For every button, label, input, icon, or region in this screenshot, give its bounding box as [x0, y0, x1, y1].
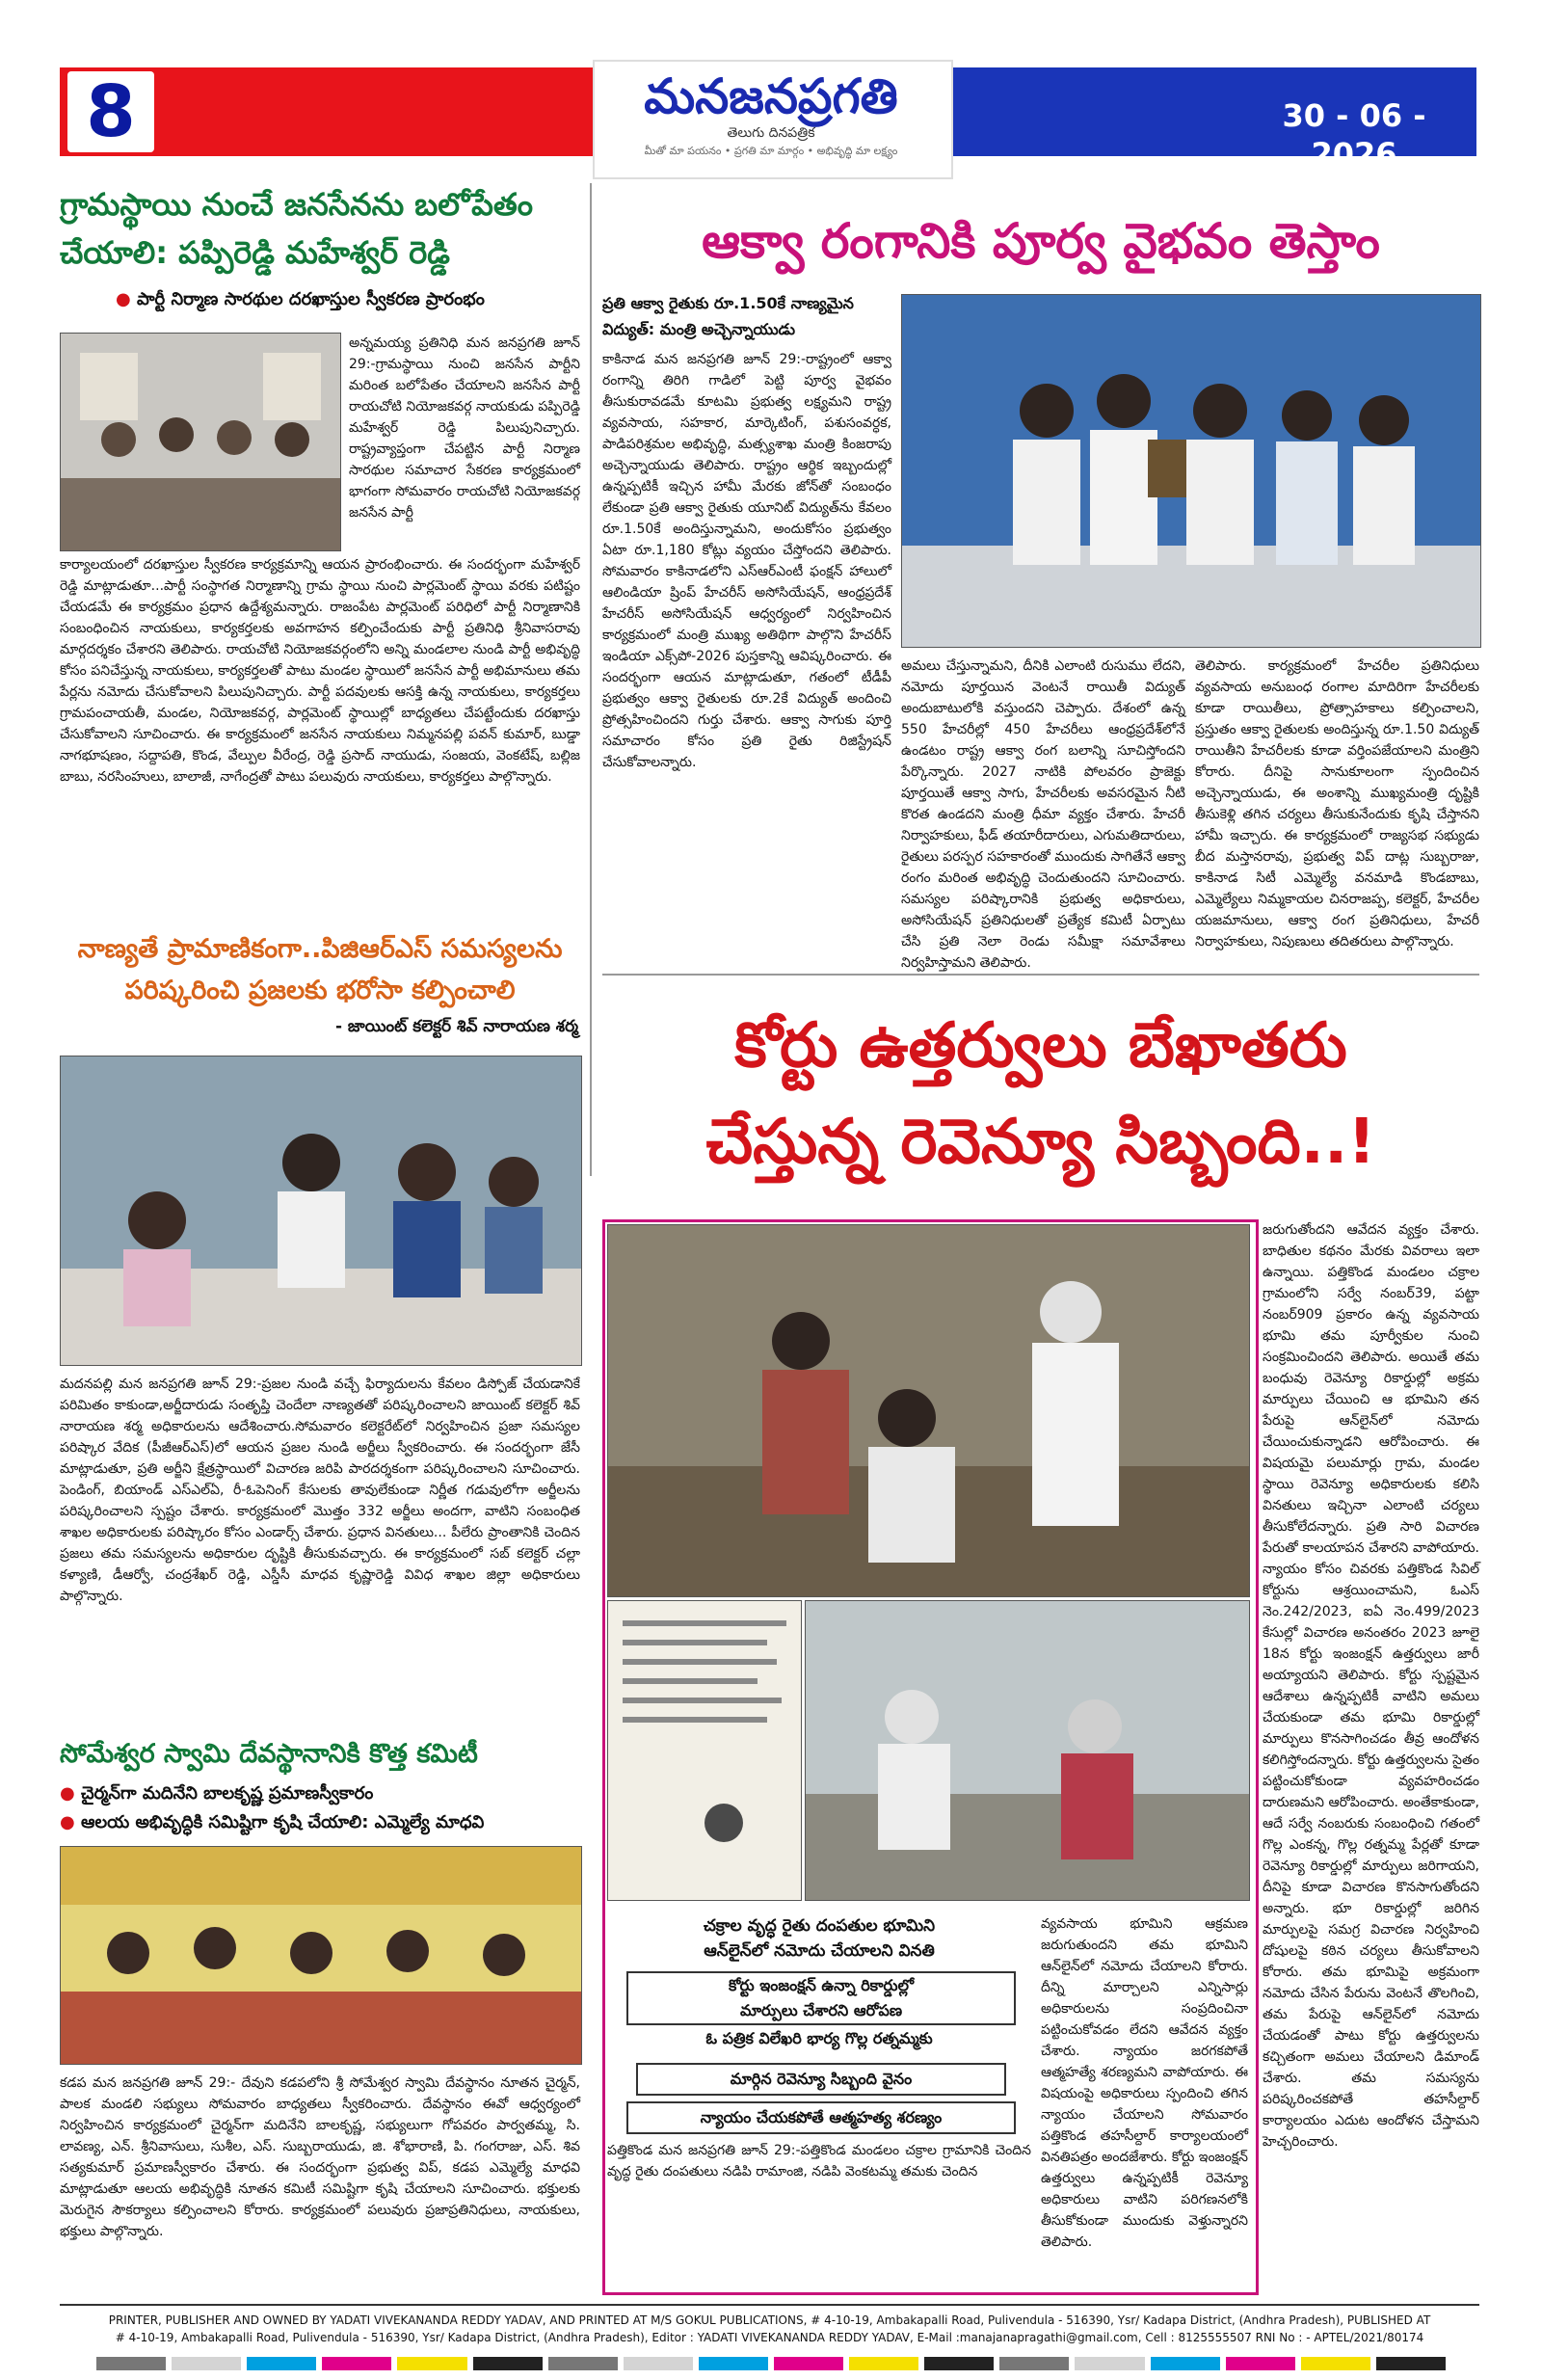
- story5-headline-line1: కోర్టు ఉత్తర్వులు బేఖాతరు: [734, 1010, 1347, 1082]
- page-number: 8: [67, 71, 154, 152]
- story3-body: కడప మన జనప్రగతి జూన్ 29:- దేవుని కడపలోని శ్రీ సోమేశ్వర స్వామి దేవస్థానం నూతన చైర్మన్, పాలక మండలి సభ్యులు సోమవారం బాధ్యతలు స్వీకరించారు. దేవస్థానం ఈవో ఆధ్వర్యంలో నిర్వహించిన కార్యక్రమంలో చైర్మన్‌గా మదినేని బాలకృష్ణ, సభ్యులుగా గోపవరం పార్వతమ్మ, సి. లావణ్య, ఎన్. శ్రీనివాసులు, సుశీల, ఎస్. సుబ్బరాయుడు, జి. శోభారాణి, పి. గంగరాజు, ఎస్. శివ సత్యకుమార్ ప్రమాణస్వీకారం చేశారు. ఈ సందర్భంగా ప్రభుత్వ విప్, కడప ఎమ్మెల్యే మాధవి మాట్లాడుతూ ఆలయ అభివృద్ధికి నూతన కమిటీ సమిష్టిగా కృషి చేయాలని సూచించారు. భక్తులకు మెరుగైన సౌకర్యాలు కల్పించాలని కోరారు. కార్యక్రమంలో పలువురు ప్రజాప్రతినిధులు, నాయకులు, భక్తులు పాల్గొన్నారు.: [60, 2075, 580, 2239]
- story5-photo2: [805, 1600, 1250, 1901]
- issue-date: 30 - 06 - 2026: [1282, 97, 1426, 173]
- story5-caption-block1: [607, 1913, 1031, 1964]
- story4-body-col2: అమలు చేస్తున్నామని, దీనికి ఎలాంటి రుసుము లేదని, నమోదు పూర్తయిన వెంటనే రాయితీ విద్యుత్ అందుబాటులోకి వస్తుందని చెప్పారు. దేశంలో ఉన్న 550 హేచరీల్లో 450 హేచరీలు ఆంధ్రప్రదేశ్‌లోనే ఉండటం రాష్ట్ర ఆక్వా రంగ బలాన్ని సూచిస్తోందని పేర్కొన్నారు. 2027 నాటికి పోలవరం ప్రాజెక్టు పూర్తయితే ఆక్వా సాగు, హేచరీలకు అవసరమైన నీటి కొరత ఉండదని మంత్రి ధీమా వ్యక్తం చేశారు. హేచరీ నిర్వాహకులు, ఫీడ్ తయారీదారులు, ఎగుమతిదారులు, రైతులు పరస్పర సహకారంతో ముందుకు సాగితేనే ఆక్వా రంగం మరింత అభివృద్ధి చెందుతుందని సూచించారు. సమస్యల పరిష్కారానికి ప్రభుత్వ అధికారులు, అసోసియేషన్ ప్రతినిధులతో ప్రత్యేక కమిటీ ఏర్పాటు చేసి ప్రతి నెలా రెండు సమీక్షా సమావేశాలు నిర్వహిస్తామని తెలిపారు.: [901, 658, 1185, 971]
- story1-headline-line2: చేయాలి: పప్పిరెడ్డి మహేశ్వర్ రెడ్డి: [60, 234, 450, 271]
- footer-line2: # 4-10-19, Ambakapalli Road, Pulivendula - 516390, Ysr/ Kadapa District, (Andhra Pradesh), Editor : YADATI VIVEKANANDA REDDY YADAV, E-Mail :manajanapragathi@gmail.com, Cell : 8125555507 RNI No : - APTEL/2021/80174: [115, 2331, 1424, 2344]
- story3-bullet1: ● చైర్మన్‌గా మదినేని బాలకృష్ణ ప్రమాణస్వీకారం: [60, 1783, 580, 1808]
- story1-photo: [60, 333, 341, 551]
- footer-rule: [60, 2304, 1479, 2306]
- footer-line1: PRINTER, PUBLISHER AND OWNED BY YADATI VIVEKANANDA REDDY YADAV, AND PRINTED AT M/S GOKUL PUBLICATIONS, # 4-10-19, Ambakapalli Road, Pulivendula - 516390, Ysr/ Kadapa District, (Andhra Pradesh), PUBLISHED AT: [108, 2313, 1431, 2327]
- column-divider: [590, 183, 592, 1176]
- story5-headline-line2: చేస్తున్న రెవెన్యూ సిబ్బంది..!: [705, 1107, 1376, 1178]
- paper-name: మనజనప్రగతి: [644, 68, 898, 124]
- story4-photo: [901, 294, 1481, 648]
- story1-headline-line1: గ్రామస్థాయి నుంచే జనసేనను బలోపేతం: [60, 186, 533, 223]
- caption-line7: న్యాయం చేయకపోతే ఆత్మహత్య శరణ్యం: [626, 2101, 1016, 2134]
- story1-body-side: అన్నమయ్య ప్రతినిధి మన జనప్రగతి జూన్ 29:-గ్రామస్థాయి నుంచి జనసేన పార్టీని మరింత బలోపేతం చేయాలని జనసేన పార్టీ రాయచోటి నియోజకవర్గ నాయకుడు పప్పిరెడ్డి మహేశ్వర్ రెడ్డి పిలుపునిచ్చారు. రాష్ట్రవ్యాప్తంగా చేపట్టిన పార్టీ నిర్మాణ సారథుల సమాచార సేకరణ కార్యక్రమంలో భాగంగా సోమవారం రాయచోటి నియోజకవర్గ జనసేన పార్టీ: [349, 335, 580, 521]
- story4-body-col3: తెలిపారు. కార్యక్రమంలో హేచరీల ప్రతినిధులు వ్యవసాయ అనుబంధ రంగాల మాదిరిగా హేచరీలకు కూడా రాయితీలు, ప్రోత్సాహకాలు కల్పించాలని, ప్రస్తుతం ఆక్వా రైతులకు అందిస్తున్న రూ.1.50 విద్యుత్ రాయితీని హేచరీలకు కూడా వర్తింపజేయాలని మంత్రిని కోరారు. దీనిపై సానుకూలంగా స్పందించిన అచ్చెన్నాయుడు, ఈ అంశాన్ని ముఖ్యమంత్రి దృష్టికి తీసుకెళ్లి తగిన చర్యలు తీసుకునేందుకు కృషి చేస్తానని హామీ ఇచ్చారు. ఈ కార్యక్రమంలో రాజ్యసభ సభ్యుడు బీద మస్తానరావు, ప్రభుత్వ విప్ దాట్ల సుబ్బరాజు, కాకినాడ సిటీ ఎమ్మెల్యే వనమాడి కొండబాబు, ఎమ్మెల్యేలు నిమ్మకాయల చినరాజప్ప, కలెక్టర్, హేచరీల యజమానులు, ఆక్వా రంగ ప్రతినిధులు, హేచరీ నిర్వాహకులు, నిపుణులు తదితరులు పాల్గొన్నారు.: [1195, 658, 1479, 949]
- story2-headline-line1: నాణ్యతే ప్రామాణికంగా..పిజిఆర్ఎస్ సమస్యలను: [77, 934, 563, 964]
- story2-byline: - జాయింట్ కలెక్టర్ శివ్ నారాయణ శర్మ: [334, 1017, 578, 1036]
- paper-subtitle: తెలుగు దినపత్రిక: [727, 125, 815, 141]
- story4-headline: ఆక్వా రంగానికి పూర్వ వైభవం తెస్తాం: [702, 213, 1380, 269]
- story5-body-lower1: పత్తికొండ మన జనప్రగతి జూన్ 29:-పత్తికొండ మండలం చక్రాల గ్రామానికి చెందిన వృద్ధ రైతు దంపతులు నడిపి రామాంజి, నడిపి వెంకటమ్మ తమకు చెందిన: [607, 2143, 1031, 2179]
- caption-line2: ఆన్‌లైన్‌లో నమోదు చేయాలని వినతి: [704, 1941, 935, 1961]
- story2-body: మదనపల్లి మన జనప్రగతి జూన్ 29:-ప్రజల నుండి వచ్చే ఫిర్యాదులను కేవలం డిస్పోజ్ చేయడానికే పరిమితం కాకుండా,అర్జీదారుడు సంతృప్తి చెందేలా నాణ్యతతో పరిష్కరించాలని జాయింట్ కలెక్టర్ శివ్ నారాయణ శర్మ అధికారులను ఆదేశించారు.సోమవారం కలెక్టరేట్‌లో నిర్వహించిన ప్రజా సమస్యల పరిష్కార వేదిక (పీజీఆర్ఎస్)లో ఆయన ప్రజల నుండి అర్జీలు స్వీకరించారు. ఈ సందర్భంగా జేసీ మాట్లాడుతూ, ప్రతి అర్జీని క్షేత్రస్థాయిలో విచారణ జరిపి పారదర్శకంగా పరిష్కరించాలని సూచించారు. పెండింగ్, బియాండ్ ఎస్ఎల్ఏ, రీ-ఓపెనింగ్ కేసులకు తావులేకుండా నిర్ణీత గడువులోగా అర్జీలను పరిష్కరించాలని స్పష్టం చేశారు. కార్యక్రమంలో మొత్తం 332 అర్జీలు అందగా, వాటిని సంబంధిత శాఖల అధికారులకు పరిష్కారం కోసం ఎండార్స్ చేశారు. ప్రధాన వినతులు... పీలేరు ప్రాంతానికి చెందిన ప్రజలు తమ సమస్యలను అధికారుల దృష్టికి తీసుకువచ్చారు. ఈ కార్యక్రమంలో సబ్ కలెక్టర్ చల్లా కళ్యాణి, డీఆర్వో, చంద్రశేఖర్ రెడ్డి, ఎస్డీసీ మాధవ కృష్ణారెడ్డి వివిధ శాఖల జిల్లా అధికారులు పాల్గొన్నారు.: [60, 1377, 580, 1604]
- story4-sub1: ప్రతి ఆక్వా రైతుకు రూ.1.50కే నాణ్యమైన: [602, 294, 854, 312]
- story3-photo: [60, 1846, 582, 2065]
- story2-headline-line2: పరిష్కరించి ప్రజలకు భరోసా కల్పించాలి: [124, 976, 516, 1005]
- caption-line5: ఓ పత్రిక విలేఖరి భార్య గొల్ల రత్నమ్మకు: [705, 2029, 933, 2047]
- story2-photo: [60, 1056, 582, 1366]
- story5-body-lower2: వ్యవసాయ భూమిని ఆక్రమణ జరుగుతుందని తమ భూమిని ఆన్‌లైన్‌లో నమోదు చేయాలని కోరారు. దీన్ని మార్చాలని ఎన్నిసార్లు అధికారులను సంప్రదించినా పట్టించుకోవడం లేదని ఆవేదన వ్యక్తం చేశారు. న్యాయం జరగకపోతే ఆత్మహత్యే శరణ్యమని వాపోయారు. ఈ విషయంపై అధికారులు స్పందించి తగిన న్యాయం చేయాలని సోమవారం పత్తికొండ తహసీల్దార్ కార్యాలయంలో వినతిపత్రం అందజేశారు. కోర్టు ఇంజంక్షన్ ఉత్తర్వులు ఉన్నప్పటికీ రెవెన్యూ అధికారులు వాటిని పరిగణనలోకి తీసుకోకుండా ముందుకు వెళ్తున్నారని తెలిపారు.: [1041, 1916, 1249, 2250]
- story1-bullet: ● పార్టీ నిర్మాణ సారథుల దరఖాస్తుల స్వీకరణ ప్రారంభం: [116, 289, 578, 314]
- story3-headline: సోమేశ్వర స్వామి దేవస్థానానికి కొత్త కమిటీ: [60, 1739, 478, 1769]
- story5-body-right: జరుగుతోందని ఆవేదన వ్యక్తం చేశారు. బాధితుల కథనం మేరకు వివరాలు ఇలా ఉన్నాయి. పత్తికొండ మండలం చక్రాల గ్రామంలోని సర్వే నంబర్39, పట్టా నంబర్909 ప్రకారం ఉన్న వ్యవసాయ భూమి తమ పూర్వీకుల నుంచి సంక్రమించిందని తెలిపారు. అయితే తమ బంధువు రెవెన్యూ రికార్డుల్లో అక్రమ మార్పులు చేయించి ఆ భూమిని తన పేరుపై ఆన్‌లైన్‌లో నమోదు చేయించుకున్నాడని ఆరోపించారు. ఈ విషయమై పలుమార్లు గ్రామ, మండల స్థాయి రెవెన్యూ అధికారులకు కలిసి వినతులు ఇచ్చినా ఎలాంటి చర్యలు తీసుకోలేదన్నారు. ప్రతి సారి విచారణ పేరుతో కాలయాపన చేశారని వాపోయారు. న్యాయం కోసం చివరకు పత్తికొండ సివిల్ కోర్టును ఆశ్రయించామని, ఓఎస్ నెం.242/2023, ఐఏ నెం.499/2023 కేసుల్లో విచారణ అనంతరం 2023 జూలై 18న కోర్టు ఇంజంక్షన్ ఉత్తర్వులు జారీ అయ్యాయని తెలిపారు. కోర్టు స్పష్టమైన ఆదేశాలు ఉన్నప్పటికీ వాటిని అమలు చేయకుండా తమ భూమి రికార్డుల్లో మార్పులు కొనసాగించడం తీవ్ర ఆందోళన కలిగిస్తోందన్నారు. కోర్టు ఉత్తర్వులను సైతం పట్టించుకోకుండా వ్యవహరించడం దారుణమని ఆరోపించారు. అంతేకాకుండా, ఆదే సర్వే నంబరుకు సంబంధించి గతంలో గొల్ల ఎంకన్న, గొల్ల రత్నమ్మ పేర్లతో కూడా రెవెన్యూ రికార్డుల్లో మార్పులు జరిగాయని, దీనిపై కూడా విచారణ కొనసాగుతోందని అన్నారు. భూ రికార్డుల్లో జరిగిన మార్పులపై సమగ్ర విచారణ నిర్వహించి దోషులపై కఠిన చర్యలు తీసుకోవాలని కోరారు. తమ భూమిపై అక్రమంగా నమోదు చేసిన పేరును వెంటనే తొలగించి, తమ పేరుపై ఆన్‌లైన్‌లో నమోదు చేయడంతో పాటు కోర్టు ఉత్తర్వులను కచ్చితంగా అమలు చేయాలని డిమాండ్ చేశారు. తమ సమస్యను పరిష్కరించకపోతే తహసీల్దార్ కార్యాలయం ఎదుట ఆందోళన చేస్తామని హెచ్చరించారు.: [1263, 1222, 1479, 2150]
- story5-photo1: [607, 1224, 1250, 1597]
- caption-line1: చక్రాల వృద్ధ రైతు దంపతుల భూమిని: [703, 1916, 936, 1936]
- color-registration-bar: [96, 2357, 1446, 2370]
- section-divider: [602, 974, 1479, 976]
- story5-caption-block2: [626, 1971, 1016, 2025]
- caption-line3: కోర్టు ఇంజంక్షన్ ఉన్నా రికార్డుల్లో: [728, 1976, 915, 1994]
- story4-body-col1: కాకినాడ మన జనప్రగతి జూన్ 29:-రాష్ట్రంలో ఆక్వా రంగాన్ని తిరిగి గాడిలో పెట్టి పూర్వ వైభవం తీసుకురావడమే కూటమి ప్రభుత్వ లక్ష్యమని రాష్ట్ర వ్యవసాయ, సహకార, మార్కెటింగ్, పశుసంవర్ధక, పాడిపరిశ్రమల అభివృద్ధి, మత్స్యశాఖ మంత్రి కింజరాపు అచ్చెన్నాయుడు తెలిపారు. రాష్ట్రం ఆర్థిక ఇబ్బందుల్లో ఉన్నప్పటికీ ఇచ్చిన హామీ మేరకు జోన్‌తో సంబంధం లేకుండా ప్రతి ఆక్వా రైతుకు యూనిట్ విద్యుత్‌ను కేవలం రూ.1.50కే అందిస్తున్నామని, అందుకోసం ప్రభుత్వం ఏటా రూ.1,180 కోట్లు వ్యయం చేస్తోందని తెలిపారు. సోమవారం కాకినాడలోని ఎస్ఆర్ఎంటీ ఫంక్షన్ హాలులో ఆలిండియా ష్రింప్ హేచరీస్ అసోసియేషన్, ఆంధ్రప్రదేశ్ హేచరీస్ అసోసియేషన్ ఆధ్వర్యంలో నిర్వహించిన కార్యక్రమంలో మంత్రి ముఖ్య అతిథిగా పాల్గొని హేచరీస్ ఇండియా ఎక్స్‌పో-2026 పుస్తకాన్ని ఆవిష్కరించారు. ఈ సందర్భంగా ఆయన మాట్లాడుతూ, గతంలో టీడీపీ ప్రభుత్వం ఆక్వా రైతులకు రూ.2కే విద్యుత్ అందించి ప్రోత్సహించిందని గుర్తు చేశారు. ఆక్వా సాగుకు పూర్తి సమాచారం కోసం ప్రతి రైతు రిజిస్ట్రేషన్ చేసుకోవాలన్నారు.: [602, 352, 891, 770]
- grievance-meeting-photo: [61, 1056, 581, 1365]
- temple-committee-photo: [61, 1847, 581, 2064]
- elderly-couple-office-photo: [608, 1225, 1249, 1596]
- press-meet-photo: [61, 334, 340, 550]
- elderly-couple-seated-photo: [806, 1601, 1249, 1900]
- caption-line4: మార్పులు చేశారని ఆరోపణ: [739, 2001, 903, 2019]
- court-document-image: [608, 1601, 801, 1900]
- story4-sub2: విద్యుత్: మంత్రి అచ్చెన్నాయుడు: [602, 320, 796, 338]
- caption-line6: మార్గిన రెవెన్యూ సిబ్బంది వైనం: [636, 2063, 1006, 2096]
- story3-bullet2: ● ఆలయ అభివృద్ధికి సమిష్టిగా కృషి చేయాలి: ఎమ్మెల్యే మాధవి: [60, 1812, 580, 1837]
- aqua-event-photo: [902, 295, 1480, 647]
- story1-body-main: కార్యాలయంలో దరఖాస్తుల స్వీకరణ కార్యక్రమాన్ని ఆయన ప్రారంభించారు. ఈ సందర్భంగా మహేశ్వర్ రెడ్డి మాట్లాడుతూ...పార్టీ సంస్థాగత నిర్మాణాన్ని గ్రామ స్థాయి నుంచి పార్లమెంట్ స్థాయి వరకు పటిష్టం చేయడమే ఈ కార్యక్రమం ప్రధాన ఉద్దేశ్యమన్నారు. రాజంపేట పార్లమెంట్ పరిధిలో పార్టీ నిర్మాణానికి సంబంధించిన నాయకులు, కార్యకర్తలకు అవగాహన కల్పించేందుకు పార్టీ ప్రతినిధి శ్రీనివాసరావు మార్గదర్శకం చేశారని తెలిపారు. రాయచోటి నియోజకవర్గంలోని అన్ని మండలాల నుండి పార్టీ అభివృద్ధి కోసం పనిచేస్తున్న నాయకులు, కార్యకర్తలతో పాటు మండల స్థాయిలో జనసేన పార్టీ అభిమానులు తమ పేర్లను నమోదు చేసుకోవాలని పిలుపునిచ్చారు. పార్టీ పదవులకు ఆసక్తి ఉన్న నాయకులు, కార్యకర్తలు గ్రామపంచాయతీ, మండల, నియోజకవర్గ, పార్లమెంట్ స్థాయిల్లో బాధ్యతలు చేపట్టేందుకు దరఖాస్తు చేసుకోవాలని సూచించారు. ఈ కార్యక్రమంలో జనసేన నాయకులు నిమ్మనపల్లి పవన్ కుమార్, బుడ్డా నాగభూషణం, సద్దాపతి, కొండ, వేల్పుల వీరేంద్ర, రెడ్డి ప్రసాద్ నాయుడు, సంజయ, వెంకటేష్, బల్లిజ బాబు, నరసింహులు, బాలాజీ, నాగేంద్రతో పాటు పలువురు నాయకులు, కార్యకర్తలు పాల్గొన్నారు.: [60, 557, 580, 785]
- story5-document-photo: [607, 1600, 802, 1901]
- paper-tagline: మీతో మా పయనం • ప్రగతి మా మార్గం • అభివృద్ధి మా లక్ష్యం: [644, 145, 898, 157]
